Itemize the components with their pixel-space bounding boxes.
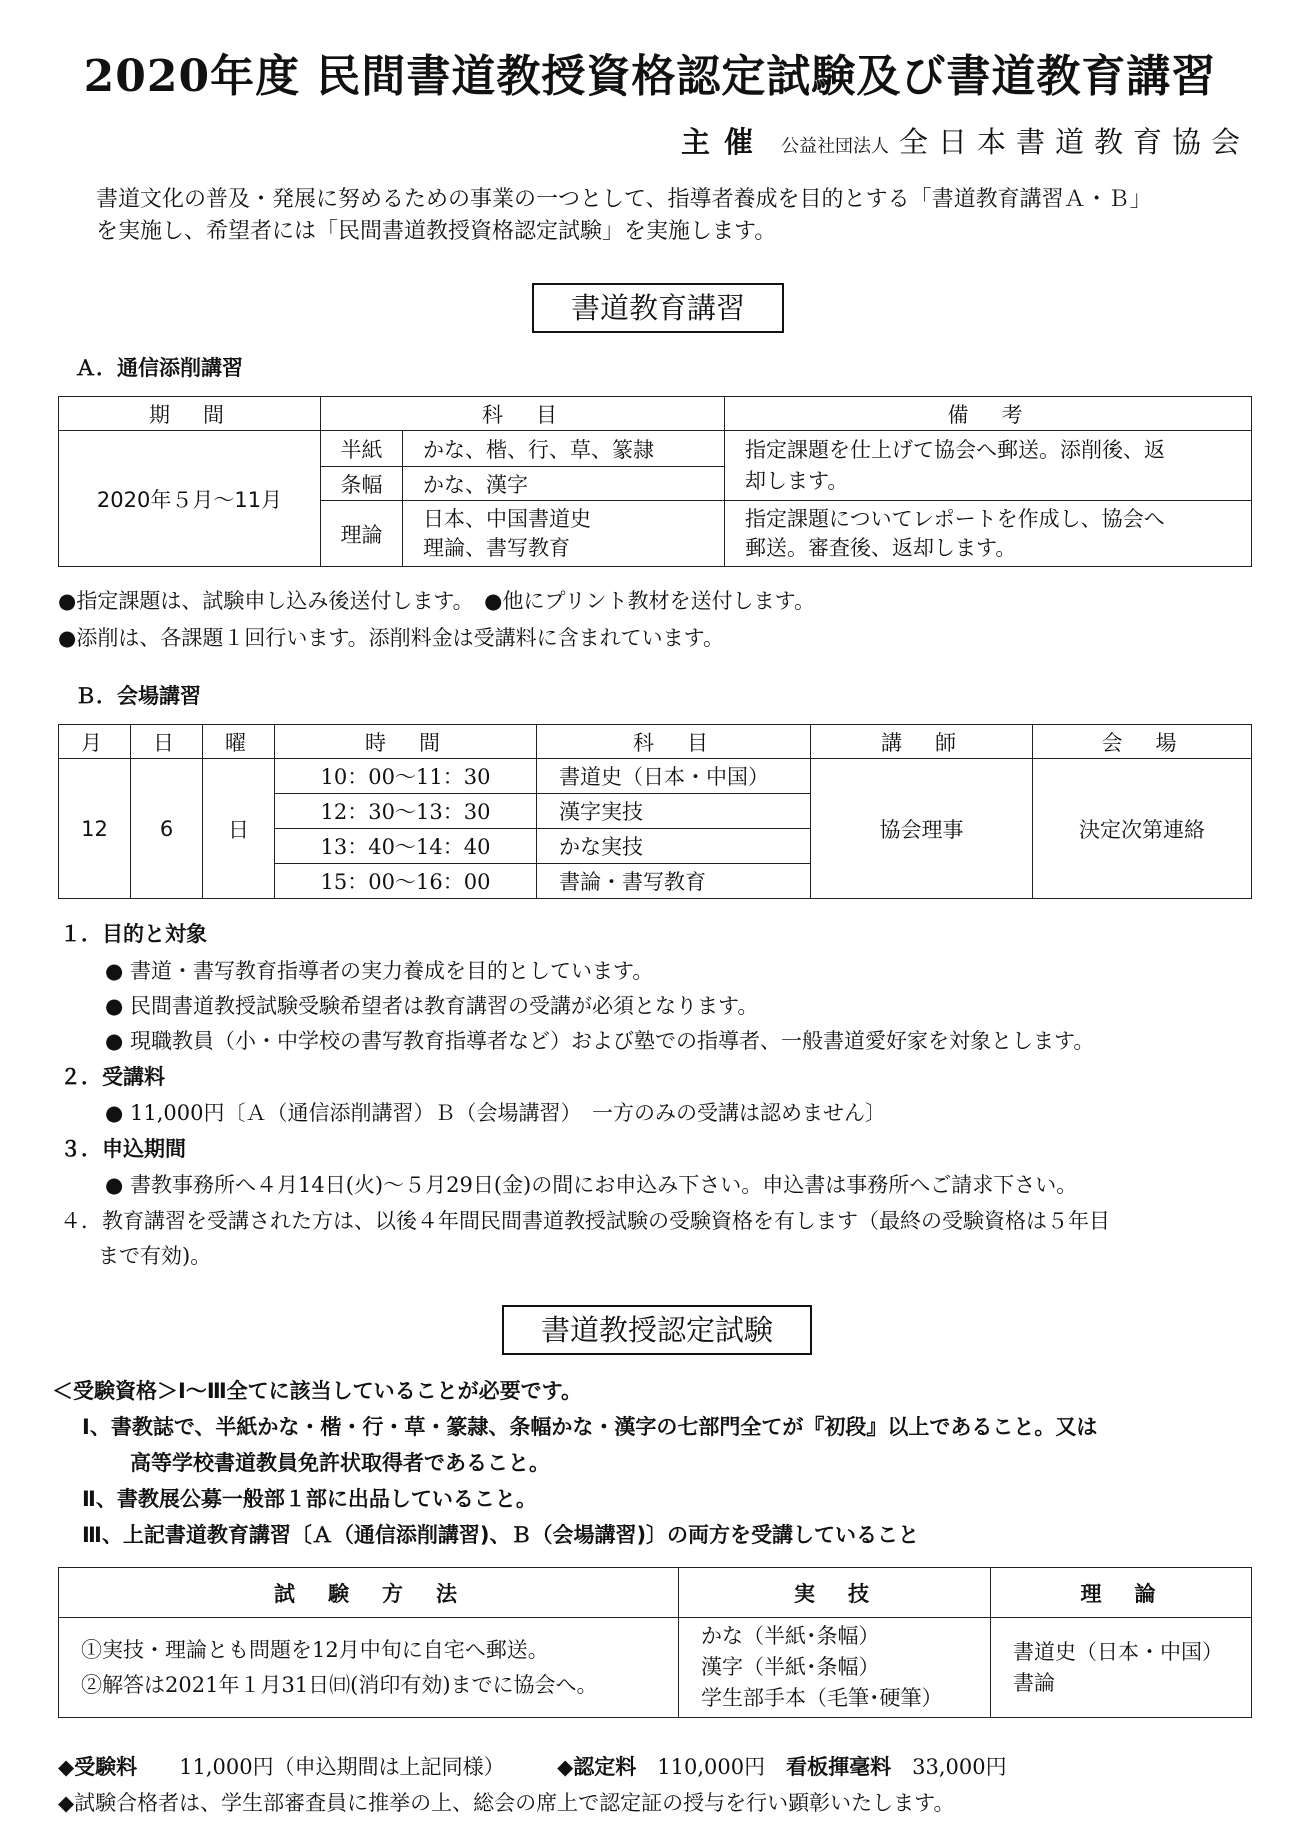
table-header: 講 師 [811,725,1033,759]
detail-cell: かな、楷、行、草、篆隷 [403,431,725,467]
sign-fee-label: 看板揮毫料 [786,1755,892,1779]
note-line: 却します。 [745,468,849,493]
period-cell: 2020年５月～11月 [59,431,321,567]
subject-cell: 理論 [321,501,403,567]
qualification-item-continued: 高等学校書道教員免許状取得者であること。 [130,1451,550,1475]
exam-method-cell [59,1618,679,1718]
part-b-heading: Ｂ．会場講習 [75,684,201,708]
venue-table [58,724,1252,899]
intro-paragraph [96,184,1256,248]
table-header: 実 技 [679,1568,991,1618]
exam-theory-line: 書論 [1013,1670,1055,1695]
subject-cell: かな実技 [537,829,811,864]
section-fee: ２．受講料 [60,1065,165,1089]
purpose-bullet: ● 現職教員（小・中学校の書写教育指導者など）および塾での指導者、一般書道愛好家を対象とします。 [105,1029,1095,1053]
exam-practical-line: かな（半紙･条幅） [701,1624,880,1648]
table-header: 科 目 [537,725,811,759]
exam-fee-value: 11,000円（申込期間は上記同様） [179,1755,495,1779]
organizer-corp-type: 公益社団法人 [780,136,889,157]
section-application: ３．申込期間 [60,1137,186,1161]
detail-cell [403,501,725,567]
subject-cell: 書論・書写教育 [537,864,811,899]
fee-bullet: ● 11,000円〔Ａ（通信添削講習）Ｂ（会場講習） 一方のみの受講は認めません〕 [105,1101,886,1125]
exam-table [58,1567,1252,1718]
table-header: 会 場 [1033,725,1252,759]
sign-fee-value: 33,000円 [912,1755,1007,1779]
subject-cell: 条幅 [321,467,403,501]
subject-cell: 漢字実技 [537,794,811,829]
organizer [681,120,1250,161]
time-cell: 10：00～11：30 [275,759,537,794]
day-cell: 6 [131,759,203,899]
exam-practical-line: 学生部手本（毛筆･硬筆） [701,1686,943,1710]
fees-line [58,1751,1007,1781]
table-header: 科 目 [321,397,725,431]
part-a-note: ●添削は、各課題１回行います。添削料金は受講料に含まれています。 [58,626,724,650]
eligibility-continued: まで有効)。 [98,1244,212,1268]
fees-note: ◆試験合格者は、学生部審査員に推挙の上、総会の席上で認定証の授与を行い顕彰いたします。 [58,1791,955,1815]
table-header: 備 考 [725,397,1252,431]
subject-cell: 書道史（日本・中国） [537,759,811,794]
note-cell [725,431,1252,501]
exam-theory-cell [991,1618,1252,1718]
part-a-note: ●指定課題は、試験申し込み後送付します。 ●他にプリント教材を送付します。 [58,589,815,613]
exam-theory-line: 書道史（日本・中国） [1013,1639,1223,1664]
note-line: 郵送。審査後、返却します。 [745,535,1017,560]
cert-fee-value: 110,000円 [657,1755,766,1779]
intro-line: を実施し、希望者には「民間書道教授資格認定試験」を実施します。 [96,219,777,244]
organizer-name: 全日本書道教育協会 [898,125,1250,159]
organizer-label: 主催 [680,125,767,159]
time-cell: 15：00～16：00 [275,864,537,899]
month-cell: 12 [59,759,131,899]
weekday-cell: 日 [203,759,275,899]
intro-line: 書道文化の普及・発展に努めるための事業の一つとして、指導者養成を目的とする「書道教育講習Ａ・Ｂ」 [96,187,1152,212]
teacher-cell: 協会理事 [811,759,1033,899]
exam-method-line: ①実技・理論とも問題を12月中旬に自宅へ郵送。 [81,1637,549,1662]
part-a-heading: Ａ．通信添削講習 [75,356,243,380]
purpose-bullet: ● 民間書道教授試験受験希望者は教育講習の受講が必須となります。 [105,994,759,1018]
venue-cell: 決定次第連絡 [1033,759,1252,899]
table-header: 時 間 [275,725,537,759]
qualification-item: Ⅲ、上記書道教育講習〔Ａ（通信添削講習)、Ｂ（会場講習)〕の両方を受講していること [82,1523,920,1547]
qualification-item: Ⅰ、書教誌で、半紙かな・楷・行・草・篆隷、条幅かな・漢字の七部門全てが『初段』以上であること。又は [82,1415,1098,1439]
section-purpose: １．目的と対象 [60,922,207,946]
table-header: 期 間 [59,397,321,431]
exam-practical-line: 漢字（半紙･条幅） [701,1655,880,1679]
section-eligibility: ４．教育講習を受講された方は、以後４年間民間書道教授試験の受験資格を有します（最終の受験資格は５年目 [60,1209,1110,1233]
table-header: 試 験 方 法 [59,1568,679,1618]
time-cell: 12：30～13：30 [275,794,537,829]
note-line: 指定課題についてレポートを作成し、協会へ [745,506,1165,531]
note-line: 指定課題を仕上げて協会へ郵送。添削後、返 [745,437,1165,462]
qualification-intro: ＜受験資格＞Ⅰ～Ⅲ全てに該当していることが必要です。 [52,1379,582,1403]
table-header: 曜 [203,725,275,759]
table-header: 理 論 [991,1568,1252,1618]
purpose-bullet: ● 書道・書写教育指導者の実力養成を目的としています。 [105,959,654,983]
table-header: 日 [131,725,203,759]
cert-fee-label: ◆認定料 [557,1755,637,1779]
qualification-item: Ⅱ、書教展公募一般部１部に出品していること。 [82,1487,537,1511]
exam-method-line: ②解答は2021年１月31日㈰(消印有効)までに協会へ。 [81,1672,598,1697]
detail-line: 日本、中国書道史 [423,506,591,531]
application-bullet: ● 書教事務所へ４月14日(火)～５月29日(金)の間にお申込み下さい。申込書は事務所へご請求下さい。 [105,1173,1078,1197]
detail-cell: かな、漢字 [403,467,725,501]
exam-fee-label: ◆受験料 [58,1755,138,1779]
time-cell: 13：40～14：40 [275,829,537,864]
exam-practical-cell [679,1618,991,1718]
section-title-exam: 書道教授認定試験 [502,1305,812,1355]
section-title-course: 書道教育講習 [532,283,784,333]
table-header: 月 [59,725,131,759]
detail-line: 理論、書写教育 [423,535,570,560]
subject-cell: 半紙 [321,431,403,467]
correspondence-table [58,396,1252,567]
note-cell [725,501,1252,567]
page-title: 2020年度 民間書道教授資格認定試験及び書道教育講習 [83,51,1217,102]
